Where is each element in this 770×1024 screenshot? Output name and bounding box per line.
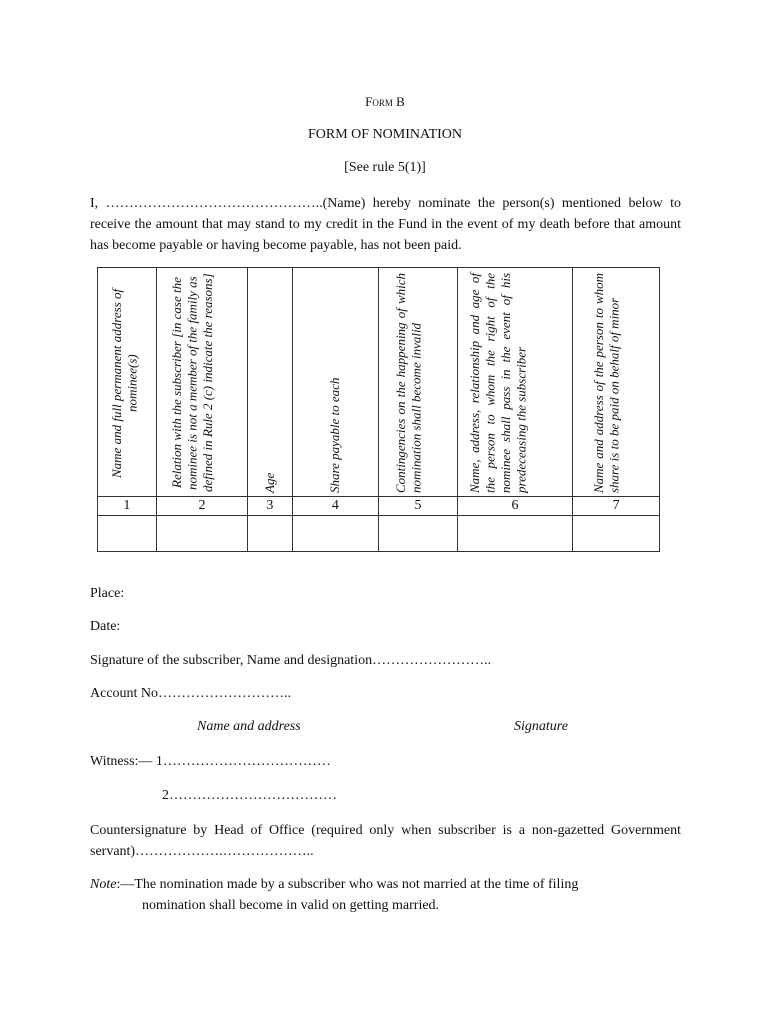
witness-name-address-label: Name and address — [197, 719, 301, 734]
column-number-row — [98, 497, 660, 516]
witness-2-field: 2……………………………… — [162, 788, 337, 803]
note — [90, 874, 681, 916]
contingencies-cell[interactable] — [379, 516, 458, 552]
col-header-relation: Relation with the subscriber [in case the nominee is not a member of the family as defined in Rule 2 (c) indicate the reasons] — [156, 268, 247, 497]
witness-signature-label: Signature — [514, 719, 568, 734]
form-title: FORM OF NOMINATION — [307, 127, 462, 142]
note-label: Note — [90, 877, 117, 892]
rule-reference: [See rule 5(1)] — [344, 160, 426, 175]
col-header-minor-payee: Name and address of the person to whom share is to be paid on behalf of minor — [573, 268, 660, 497]
table-row — [98, 516, 660, 552]
note-text-continued: nomination shall become in valid on getting married. — [142, 898, 440, 913]
minor-payee-cell[interactable] — [573, 516, 660, 552]
witness-1-field: Witness:— 1……………………………… — [90, 754, 331, 769]
col-number: 2 — [156, 497, 247, 516]
date-field: Date: — [90, 619, 121, 634]
col-header-share: Share payable to each — [292, 268, 379, 497]
nominee-address-cell[interactable] — [98, 516, 157, 552]
col-number: 5 — [379, 497, 458, 516]
subscriber-signature-field: Signature of the subscriber, Name and designation…………………….. — [90, 653, 492, 668]
note-text: :—The nomination made by a subscriber who was not married at the time of filing — [116, 877, 579, 892]
account-number-field: Account No……………………….. — [90, 686, 292, 701]
place-field: Place: — [90, 586, 125, 601]
table-header-row — [98, 268, 660, 497]
form-label: Form B — [365, 94, 405, 109]
nomination-declaration: I, ………………………………………..(Name) hereby nominate the person(s) mentioned below to receive the amount that may stand to my credit in the Fund in the event of my death before that amount has become payable or having become payable, has not been paid. — [90, 196, 681, 253]
col-header-nominee-address: Name and full permanent address of nominee(s) — [98, 268, 157, 497]
col-number: 6 — [457, 497, 573, 516]
col-header-age: Age — [248, 268, 293, 497]
successor-cell[interactable] — [457, 516, 573, 552]
col-header-successor: Name, address, relationship and age of the person to whom the right of the nominee shall pass in the event of his predeceasing the subscriber — [457, 268, 573, 497]
share-cell[interactable] — [292, 516, 379, 552]
age-cell[interactable] — [248, 516, 293, 552]
nomination-table — [97, 267, 660, 552]
col-number: 4 — [292, 497, 379, 516]
col-number: 7 — [573, 497, 660, 516]
col-number: 3 — [248, 497, 293, 516]
col-header-contingencies: Contingencies on the happening of which nomination shall become invalid — [379, 268, 458, 497]
col-number: 1 — [98, 497, 157, 516]
countersignature-field: Countersignature by Head of Office (required only when subscriber is a non-gazetted Government servant)……………….……………….. — [90, 823, 681, 859]
relation-cell[interactable] — [156, 516, 247, 552]
